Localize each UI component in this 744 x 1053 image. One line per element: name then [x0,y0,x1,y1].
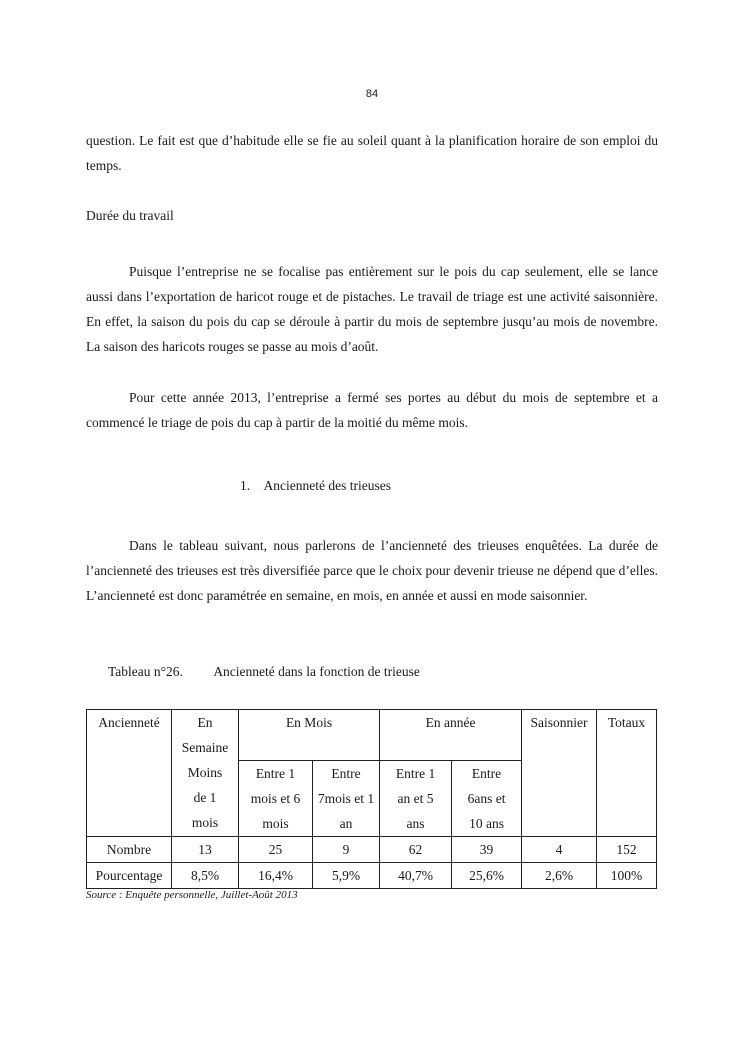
header-anciennete: Ancienneté [87,710,172,761]
paragraph-2013 [86,385,658,435]
table-cell: 152 [597,836,657,862]
table-cell: 5,9% [313,862,380,888]
table-cell: 8,5% [172,862,239,888]
table-row-nombre [87,836,657,862]
table-cell: 62 [380,836,452,862]
header-totaux: Totaux [597,710,657,761]
row-label: Pourcentage [87,862,172,888]
table-cell: 9 [313,836,380,862]
table-cell: 25 [239,836,313,862]
table-cell: 2,6% [522,862,597,888]
subheader-empty [597,760,657,836]
paragraph-table-intro [86,533,658,608]
page-number: 84 [365,88,379,100]
table-caption [108,659,420,684]
subheader-entre-1-6-mois: Entre 1 mois et 6 mois [239,760,313,836]
caption-label: Tableau n°26. [108,664,183,679]
caption-title: Ancienneté dans la fonction de trieuse [213,664,420,679]
table-cell: 40,7% [380,862,452,888]
subheader-entre-6-10-ans: Entre 6ans et 10 ans [452,760,522,836]
table-row-pourcentage [87,862,657,888]
header-en-mois: En Mois [239,710,380,761]
subheader-entre-7mois-1an: Entre 7mois et 1 an [313,760,380,836]
row-label: Nombre [87,836,172,862]
paragraph-text: Dans le tableau suivant, nous parlerons de l’ancienneté des trieuses enquêtées. La durée de l’ancienneté des trieuses est très diversifiée parce que le choix pour devenir trieuse ne dépend que d’elles. L’ancienneté est donc paramétrée en semaine, en mois, en année et aussi en mode saisonnier. [86,538,658,603]
table-cell: 25,6% [452,862,522,888]
header-en-semaine: En Semaine [172,710,239,761]
subheading [240,473,391,498]
table-cell: 4 [522,836,597,862]
table-cell: 13 [172,836,239,862]
subheading-number: 1. [240,478,251,493]
paragraph-text: question. Le fait est que d’habitude elle se fie au soleil quant à la planification horaire de son emploi du temps. [86,133,658,173]
subheader-empty [87,760,172,836]
paragraph-text: Pour cette année 2013, l’entreprise a fermé ses portes au début du mois de septembre et a commencé le triage de pois du cap à partir de la moitié du même mois. [86,390,658,430]
paragraph-duration [86,259,658,359]
subheading-text: Ancienneté des trieuses [263,478,391,493]
subheader-moins-1-mois: Moins de 1 mois [172,760,239,836]
header-en-annee: En année [380,710,522,761]
table-cell: 100% [597,862,657,888]
subheader-empty [522,760,597,836]
table-cell: 16,4% [239,862,313,888]
section-heading: Durée du travail [86,208,174,223]
paragraph-intro [86,128,658,178]
seniority-table [86,709,657,889]
table-subheader-row [87,760,657,836]
header-saisonnier: Saisonnier [522,710,597,761]
table-header-row [87,710,657,761]
subheader-entre-1-5-ans: Entre 1 an et 5 ans [380,760,452,836]
paragraph-text: Puisque l’entreprise ne se focalise pas entièrement sur le pois du cap seulement, elle se lance aussi dans l’exportation de haricot rouge et de pistaches. Le travail de triage est une activité saisonnière. En effet, la saison du pois du cap se déroule à partir du mois de septembre jusqu’au mois de novembre. La saison des haricots rouges se passe au mois d’août. [86,264,658,354]
table-source: Source : Enquête personnelle, Juillet-Août 2013 [86,889,298,901]
table-cell: 39 [452,836,522,862]
